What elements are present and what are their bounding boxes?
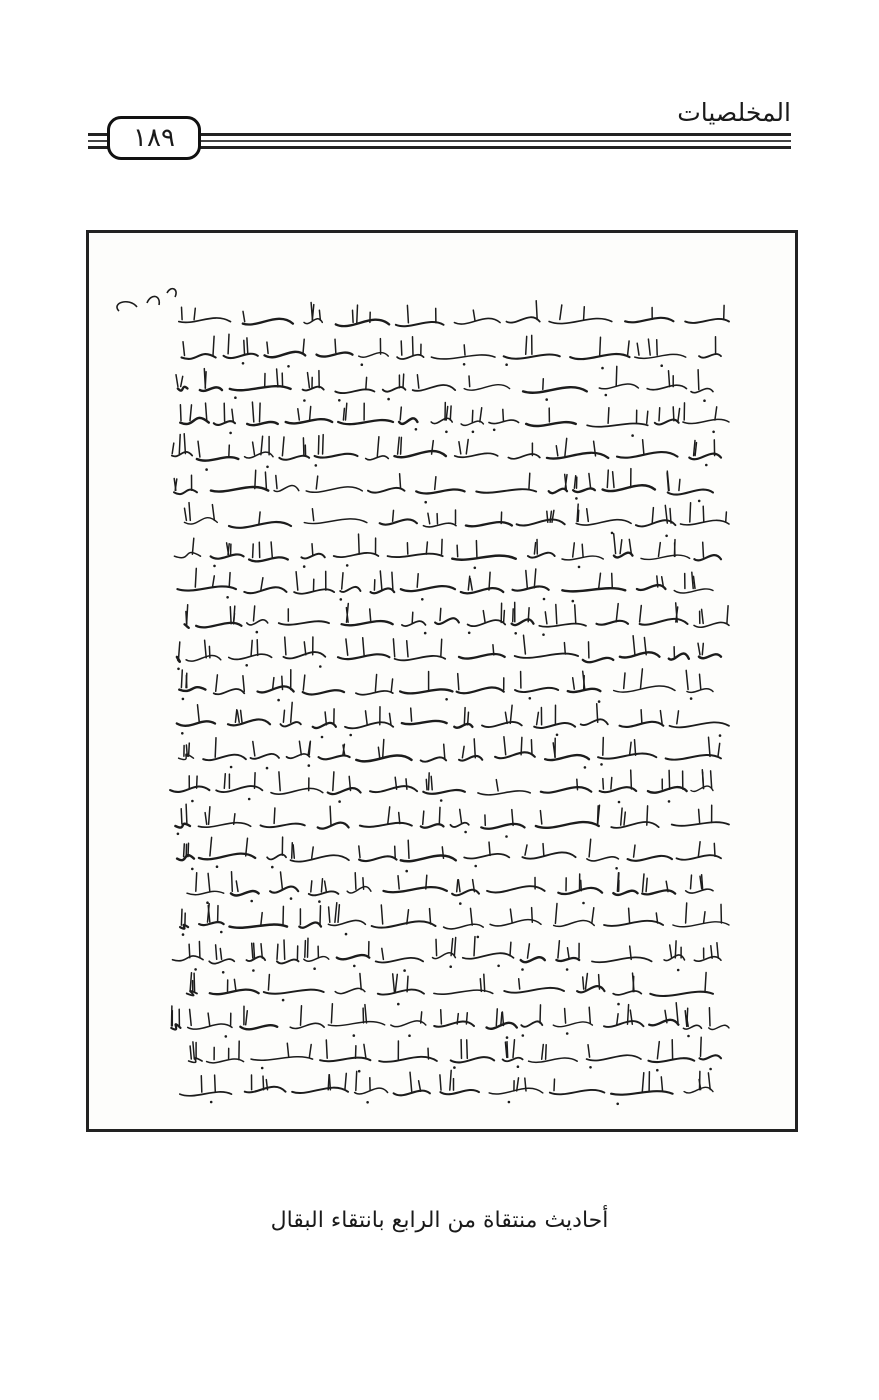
script-line [179, 669, 713, 703]
script-line [177, 568, 713, 602]
script-line [177, 837, 721, 872]
figure-caption: أحاديث منتقاة من الرابع بانتقاء البقال [270, 1208, 609, 1233]
script-line [177, 635, 721, 670]
script-line [170, 770, 713, 804]
margin-note [117, 289, 176, 311]
script-line [174, 534, 721, 569]
script-line [176, 366, 713, 402]
script-line [189, 1037, 721, 1072]
manuscript-image [86, 230, 798, 1132]
script-line [184, 503, 729, 537]
script-line [180, 1070, 713, 1105]
page-number-box [107, 116, 201, 160]
script-line [179, 301, 729, 326]
script-line [171, 1003, 729, 1039]
script-line [185, 602, 729, 636]
script-line [182, 334, 722, 369]
script-line [180, 903, 729, 939]
script-line [175, 804, 729, 838]
script-line [187, 872, 713, 905]
script-line [187, 973, 713, 1006]
script-line [180, 402, 729, 437]
script-line [173, 937, 722, 974]
running-title: المخلصيات [677, 98, 791, 127]
handwritten-manuscript [89, 233, 795, 1129]
script-line [172, 434, 721, 471]
script-line [174, 469, 713, 504]
page-number: ١٨٩ [133, 123, 175, 153]
script-line [179, 737, 721, 770]
script-line [177, 702, 729, 738]
